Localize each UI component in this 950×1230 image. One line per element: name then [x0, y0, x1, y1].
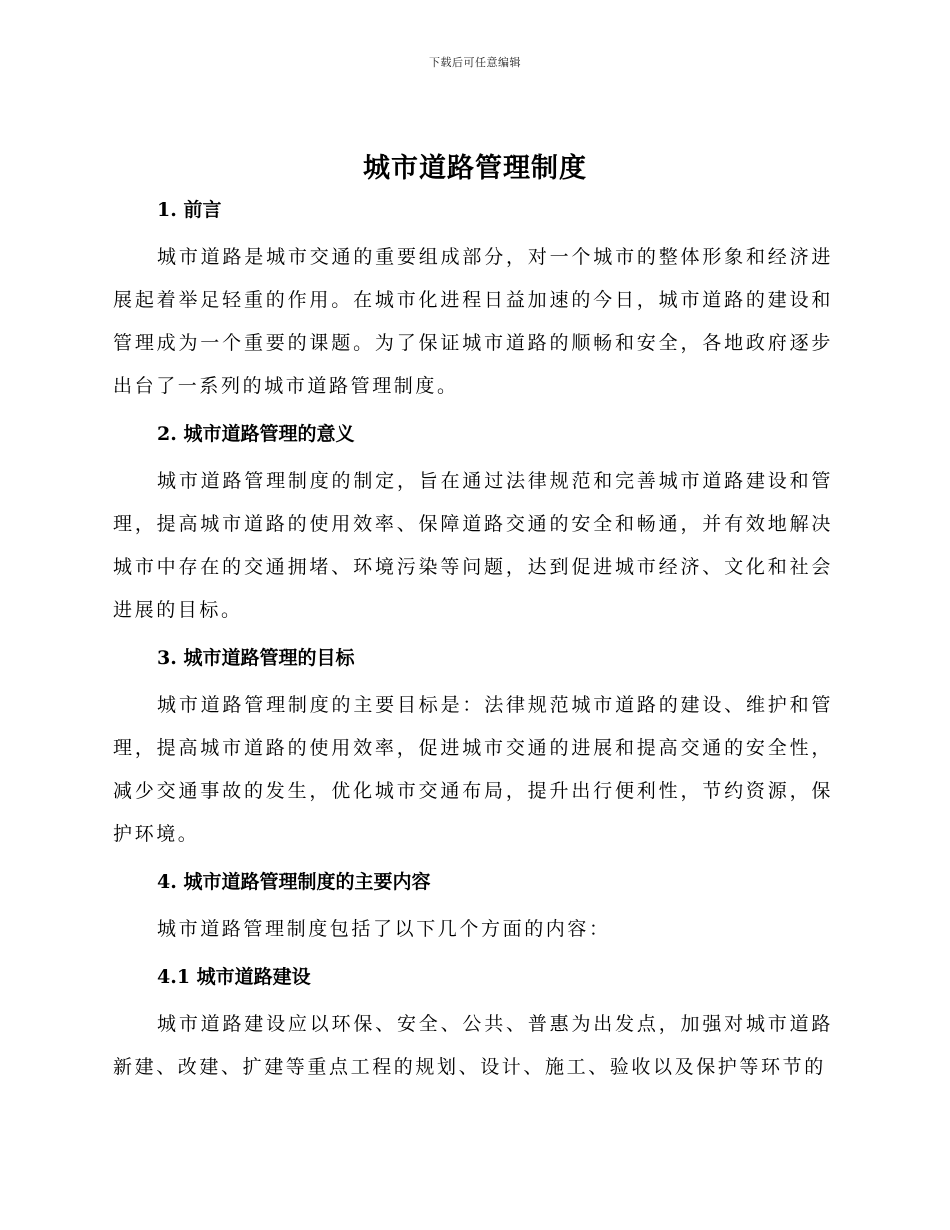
section-paragraph: 城市道路是城市交通的重要组成部分，对一个城市的整体形象和经济进展起着举足轻重的作用。在城市化进程日益加速的今日，城市道路的建设和管理成为一个重要的课题。为了保证城市道路的顺畅和安全，各地政府逐步出台了一系列的城市道路管理制度。 [113, 246, 833, 397]
section-paragraph: 城市道路管理制度的制定，旨在通过法律规范和完善城市道路建设和管理，提高城市道路的使用效率、保障道路交通的安全和畅通，并有效地解决城市中存在的交通拥堵、环境污染等问题，达到促进城市经济、文化和社会进展的目标。 [113, 470, 833, 621]
section-paragraph: 城市道路管理制度包括了以下几个方面的内容： [157, 918, 611, 940]
section-road-construction [113, 957, 833, 1089]
section-heading: 4. 城市道路管理制度的主要内容 [157, 871, 431, 893]
section-significance [113, 414, 833, 632]
page-title: 城市道路管理制度 [363, 153, 587, 184]
section-preface [113, 190, 833, 408]
section-objectives [113, 638, 833, 856]
section-heading: 2. 城市道路管理的意义 [157, 423, 355, 445]
header-note: 下载后可任意编辑 [429, 56, 521, 69]
section-heading: 1. 前言 [157, 199, 222, 221]
document-body [113, 190, 833, 1095]
section-heading: 4.1 城市道路建设 [157, 966, 311, 988]
section-heading: 3. 城市道路管理的目标 [157, 647, 355, 669]
section-paragraph: 城市道路管理制度的主要目标是：法律规范城市道路的建设、维护和管理，提高城市道路的使用效率，促进城市交通的进展和提高交通的安全性，减少交通事故的发生，优化城市交通布局，提升出行便利性，节约资源，保护环境。 [113, 694, 833, 845]
section-paragraph: 城市道路建设应以环保、安全、公共、普惠为出发点，加强对城市道路新建、改建、扩建等重点工程的规划、设计、施工、验收以及保护等环节的 [113, 1013, 833, 1078]
section-main-content [113, 862, 833, 951]
